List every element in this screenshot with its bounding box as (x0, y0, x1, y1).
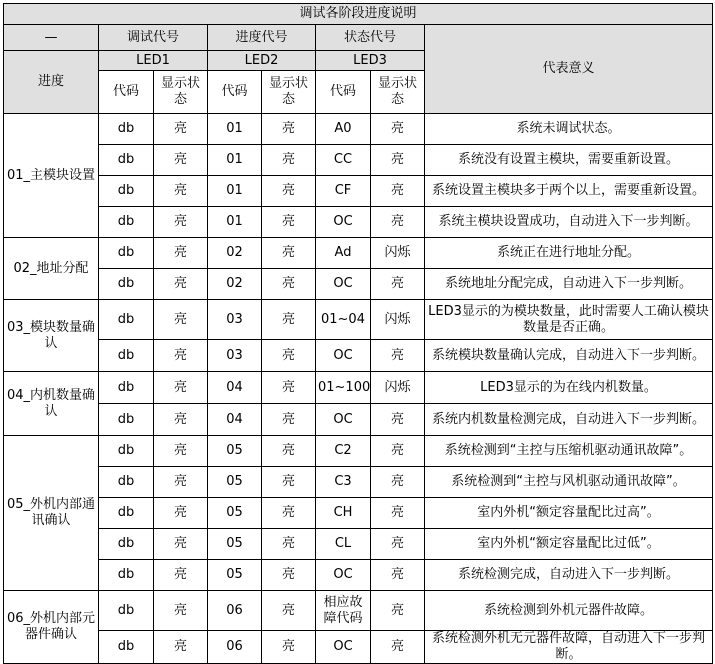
led3-code: CF (316, 176, 371, 207)
stage-name: 01_主模块设置 (4, 114, 99, 238)
led1-code: db (99, 340, 154, 372)
led3-code: CC (316, 145, 371, 176)
table-row (4, 404, 713, 436)
led2-display: 亮 (262, 631, 316, 664)
header-code-2: 代码 (208, 71, 262, 114)
led1-display: 亮 (154, 176, 208, 207)
led3-code: Ad (316, 238, 371, 269)
led1-code: db (99, 238, 154, 269)
debug-stage-table (3, 3, 713, 664)
led2-code: 03 (208, 300, 262, 340)
led2-code: 01 (208, 207, 262, 238)
led3-code: C2 (316, 436, 371, 467)
header-group-debug: 调试代号 (99, 25, 208, 51)
led3-code: OC (316, 631, 371, 664)
table-row (4, 269, 713, 300)
table-row (4, 560, 713, 591)
table-row (4, 114, 713, 145)
led2-display: 亮 (262, 467, 316, 498)
led3-code: 相应故障代码 (316, 591, 371, 631)
meaning: 系统没有设置主模块，需要重新设置。 (425, 145, 713, 176)
led2-code: 06 (208, 631, 262, 664)
table-row (4, 340, 713, 372)
led3-display: 亮 (371, 529, 425, 560)
meaning: 系统设置主模块多于两个以上，需要重新设置。 (425, 176, 713, 207)
led3-display: 亮 (371, 207, 425, 238)
led3-display: 亮 (371, 404, 425, 436)
led2-display: 亮 (262, 269, 316, 300)
table-row (4, 372, 713, 404)
stage-name: 06_外机内部元器件确认 (4, 591, 99, 664)
led3-display: 亮 (371, 498, 425, 529)
led1-code: db (99, 145, 154, 176)
led3-display: 亮 (371, 176, 425, 207)
led1-code: db (99, 529, 154, 560)
led1-display: 亮 (154, 436, 208, 467)
table-row (4, 176, 713, 207)
meaning: 系统检测到外机元器件故障。 (425, 591, 713, 631)
led2-display: 亮 (262, 591, 316, 631)
led2-code: 06 (208, 591, 262, 631)
led2-display: 亮 (262, 145, 316, 176)
led1-display: 亮 (154, 560, 208, 591)
table-title: 调试各阶段进度说明 (4, 4, 713, 25)
led2-display: 亮 (262, 340, 316, 372)
header-display-2: 显示状态 (262, 71, 316, 114)
led3-display: 亮 (371, 467, 425, 498)
header-group-progress: 进度代号 (208, 25, 316, 51)
led3-display: 亮 (371, 114, 425, 145)
led2-code: 01 (208, 145, 262, 176)
header-display-1: 显示状态 (154, 71, 208, 114)
led2-code: 05 (208, 498, 262, 529)
led2-display: 亮 (262, 238, 316, 269)
led1-display: 亮 (154, 238, 208, 269)
led3-display: 闪烁 (371, 300, 425, 340)
meaning: 系统正在进行地址分配。 (425, 238, 713, 269)
led2-code: 01 (208, 114, 262, 145)
led1-display: 亮 (154, 467, 208, 498)
led2-display: 亮 (262, 404, 316, 436)
meaning: LED3显示的为模块数量，此时需要人工确认模块数量是否正确。 (425, 300, 713, 340)
header-display-3: 显示状态 (371, 71, 425, 114)
led1-code: db (99, 269, 154, 300)
stage-name: 03_模块数量确认 (4, 300, 99, 372)
led1-code: db (99, 631, 154, 664)
led3-display: 亮 (371, 436, 425, 467)
led2-display: 亮 (262, 372, 316, 404)
led1-display: 亮 (154, 269, 208, 300)
led1-code: db (99, 207, 154, 238)
led1-display: 亮 (154, 529, 208, 560)
table-row (4, 145, 713, 176)
led1-code: db (99, 591, 154, 631)
led3-display: 亮 (371, 591, 425, 631)
meaning: 系统检测完成，自动进入下一步判断。 (425, 560, 713, 591)
header-led2: LED2 (208, 51, 316, 71)
meaning: 室内外机“额定容量配比过低”。 (425, 529, 713, 560)
header-progress: 进度 (4, 51, 99, 114)
led3-code: 01~04 (316, 300, 371, 340)
header-code-3: 代码 (316, 71, 371, 114)
header-dash: — (4, 25, 99, 51)
led2-display: 亮 (262, 436, 316, 467)
meaning: 系统检测外机无元器件故障，自动进入下一步判断。 (425, 631, 713, 664)
meaning: 系统模块数量确认完成，自动进入下一步判断。 (425, 340, 713, 372)
led1-code: db (99, 404, 154, 436)
led1-display: 亮 (154, 114, 208, 145)
table-row (4, 631, 713, 664)
table-row (4, 529, 713, 560)
led1-display: 亮 (154, 372, 208, 404)
stage-name: 05_外机内部通讯确认 (4, 436, 99, 591)
table-row (4, 300, 713, 340)
header-led3: LED3 (316, 51, 425, 71)
led1-code: db (99, 300, 154, 340)
table-row (4, 467, 713, 498)
led3-code: OC (316, 560, 371, 591)
led2-display: 亮 (262, 207, 316, 238)
led3-display: 亮 (371, 269, 425, 300)
led1-display: 亮 (154, 404, 208, 436)
led3-code: OC (316, 207, 371, 238)
meaning: 系统检测到“主控与风机驱动通讯故障”。 (425, 467, 713, 498)
meaning: 系统地址分配完成，自动进入下一步判断。 (425, 269, 713, 300)
led2-code: 04 (208, 372, 262, 404)
led3-display: 亮 (371, 560, 425, 591)
meaning: 系统内机数量检测完成，自动进入下一步判断。 (425, 404, 713, 436)
led2-display: 亮 (262, 529, 316, 560)
led1-code: db (99, 114, 154, 145)
led3-display: 闪烁 (371, 238, 425, 269)
led1-display: 亮 (154, 498, 208, 529)
led2-code: 02 (208, 269, 262, 300)
led3-display: 闪烁 (371, 372, 425, 404)
led3-code: 01~100 (316, 372, 371, 404)
led3-code: A0 (316, 114, 371, 145)
led3-code: C3 (316, 467, 371, 498)
led1-display: 亮 (154, 591, 208, 631)
header-led1: LED1 (99, 51, 208, 71)
led3-code: CH (316, 498, 371, 529)
led2-code: 05 (208, 529, 262, 560)
led1-code: db (99, 436, 154, 467)
led1-display: 亮 (154, 300, 208, 340)
meaning: 室内外机“额定容量配比过高”。 (425, 498, 713, 529)
led3-display: 亮 (371, 145, 425, 176)
table-row (4, 498, 713, 529)
led1-code: db (99, 176, 154, 207)
led2-code: 05 (208, 560, 262, 591)
led2-code: 01 (208, 176, 262, 207)
led1-display: 亮 (154, 631, 208, 664)
led2-display: 亮 (262, 498, 316, 529)
stage-name: 04_内机数量确认 (4, 372, 99, 436)
led2-code: 05 (208, 467, 262, 498)
led3-code: CL (316, 529, 371, 560)
led3-code: OC (316, 269, 371, 300)
header-meaning: 代表意义 (425, 25, 713, 114)
stage-name: 02_地址分配 (4, 238, 99, 300)
led2-display: 亮 (262, 560, 316, 591)
meaning: 系统检测到“主控与压缩机驱动通讯故障”。 (425, 436, 713, 467)
header-group-status: 状态代号 (316, 25, 425, 51)
led2-code: 03 (208, 340, 262, 372)
led1-code: db (99, 467, 154, 498)
led1-display: 亮 (154, 207, 208, 238)
led2-code: 02 (208, 238, 262, 269)
led1-code: db (99, 560, 154, 591)
led2-display: 亮 (262, 114, 316, 145)
table-row (4, 238, 713, 269)
led3-display: 亮 (371, 340, 425, 372)
led1-display: 亮 (154, 340, 208, 372)
header-code-1: 代码 (99, 71, 154, 114)
table-row (4, 436, 713, 467)
led3-code: OC (316, 404, 371, 436)
led2-code: 05 (208, 436, 262, 467)
led1-code: db (99, 372, 154, 404)
meaning: 系统主模块设置成功，自动进入下一步判断。 (425, 207, 713, 238)
meaning: 系统未调试状态。 (425, 114, 713, 145)
led3-code: OC (316, 340, 371, 372)
table-row (4, 207, 713, 238)
led2-code: 04 (208, 404, 262, 436)
led1-code: db (99, 498, 154, 529)
led3-display: 亮 (371, 631, 425, 664)
led2-display: 亮 (262, 176, 316, 207)
led2-display: 亮 (262, 300, 316, 340)
table-row (4, 591, 713, 631)
led1-display: 亮 (154, 145, 208, 176)
meaning: LED3显示的为在线内机数量。 (425, 372, 713, 404)
